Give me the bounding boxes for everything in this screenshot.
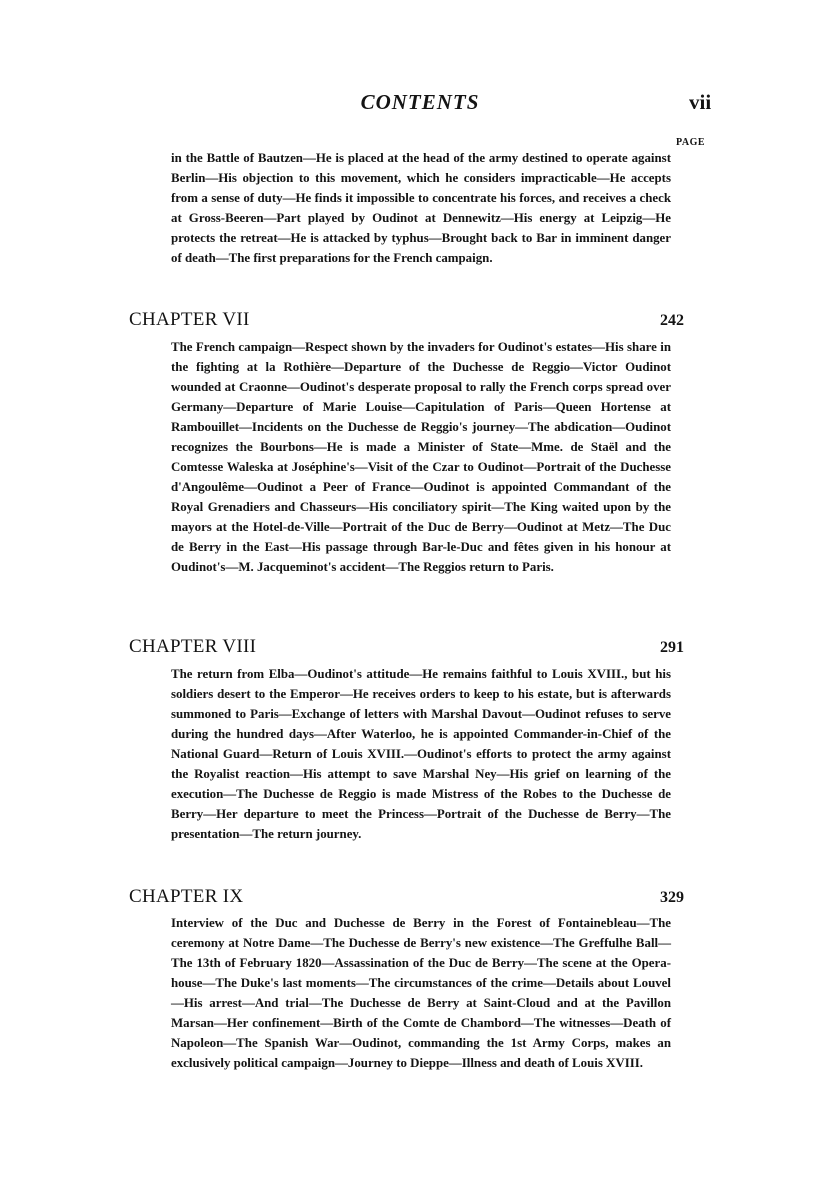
chapter-page-number: 291 bbox=[660, 639, 684, 656]
chapter-page-number: 329 bbox=[660, 889, 684, 906]
chapter-summary: The French campaign—Respect shown by the invaders for Oudinot's estates—His share in the fighting at la Rothière—Departure of the Duchesse de Reggio—Victor Oudinot wounded at Craonne—Oudinot's desperate proposal to rally the French corps spread over Germany—Departure of Marie Louise—Capitulation of Paris—Queen Hortense at Rambouillet—Incidents on the Duchesse de Reggio's journey—The abdication—Oudinot recognizes the Bourbons—He is made a Minister of State—Mme. de Staël and the Comtesse Waleska at Joséphine's—Visit of the Czar to Oudinot—Portrait of the Duchesse d'Angoulême—Oudinot a Peer of France—Oudinot is appointed Commandant of the Royal Grenadiers and Chasseurs—His conciliatory spirit—The King waited upon by the mayors at the Hotel-de-Ville—Portrait of the Duc de Berry—Oudinot at Metz—The Duc de Berry in the East—His passage through Bar-le-Duc and fêtes given in his honour at Oudinot's—M. Jacqueminot's accident—The Reggios return to Paris. bbox=[171, 340, 671, 574]
chapter-heading: CHAPTER IX bbox=[129, 886, 244, 907]
chapter-heading: CHAPTER VIII bbox=[129, 636, 257, 657]
page-column-label: PAGE bbox=[676, 137, 706, 148]
chapter-summary: Interview of the Duc and Duchesse de Berry in the Forest of Fontainebleau—The ceremony at Notre Dame—The Duchesse de Berry's new existence—The Greffulhe Ball—The 13th of February 1820—Assassination of the Duc de Berry—The scene at the Opera-house—The Duke's last moments—The circumstances of the crime—Details about Louvel—His arrest—And trial—The Duchesse de Berry at Saint-Cloud and at the Pavillon Marsan—Her confinement—Birth of the Comte de Chambord—The witnesses—Death of Napoleon—The Spanish War—Oudinot, commanding the 1st Army Corps, makes an exclusively political campaign—Journey to Dieppe—Illness and death of Louis XVIII. bbox=[171, 916, 671, 1070]
chapter-heading: CHAPTER VII bbox=[129, 309, 250, 330]
chapter-summary: The return from Elba—Oudinot's attitude—He remains faithful to Louis XVIII., but his soldiers desert to the Emperor—He receives orders to keep to his estate, but is afterwards summoned to Paris—Exchange of letters with Marshal Davout—Oudinot refuses to serve during the hundred days—After Waterloo, he is appointed Commander-in-Chief of the National Guard—Return of Louis XVIII.—Oudinot's efforts to protect the army against the Royalist reaction—His attempt to save Marshal Ney—His grief on learning of the execution—The Duchesse de Reggio is made Mistress of the Robes to the Duchesse de Berry—Her departure to meet the Princess—Portrait of the Duchesse de Berry—The presentation—The return journey. bbox=[171, 667, 671, 841]
continued-chapter-summary: in the Battle of Bautzen—He is placed at the head of the army destined to operate against Berlin—His objection to this movement, which he considers impracticable—He accepts from a sense of duty—He finds it impossible to concentrate his forces, and receives a check at Gross-Beeren—Part played by Oudinot at Dennewitz—His energy at Leipzig—He protects the retreat—He is attacked by typhus—Brought back to Bar in imminent danger of death—The first preparations for the French campaign. bbox=[171, 151, 671, 265]
page-number: vii bbox=[689, 90, 712, 114]
page-title: CONTENTS bbox=[360, 90, 480, 114]
chapter-page-number: 242 bbox=[660, 312, 684, 329]
